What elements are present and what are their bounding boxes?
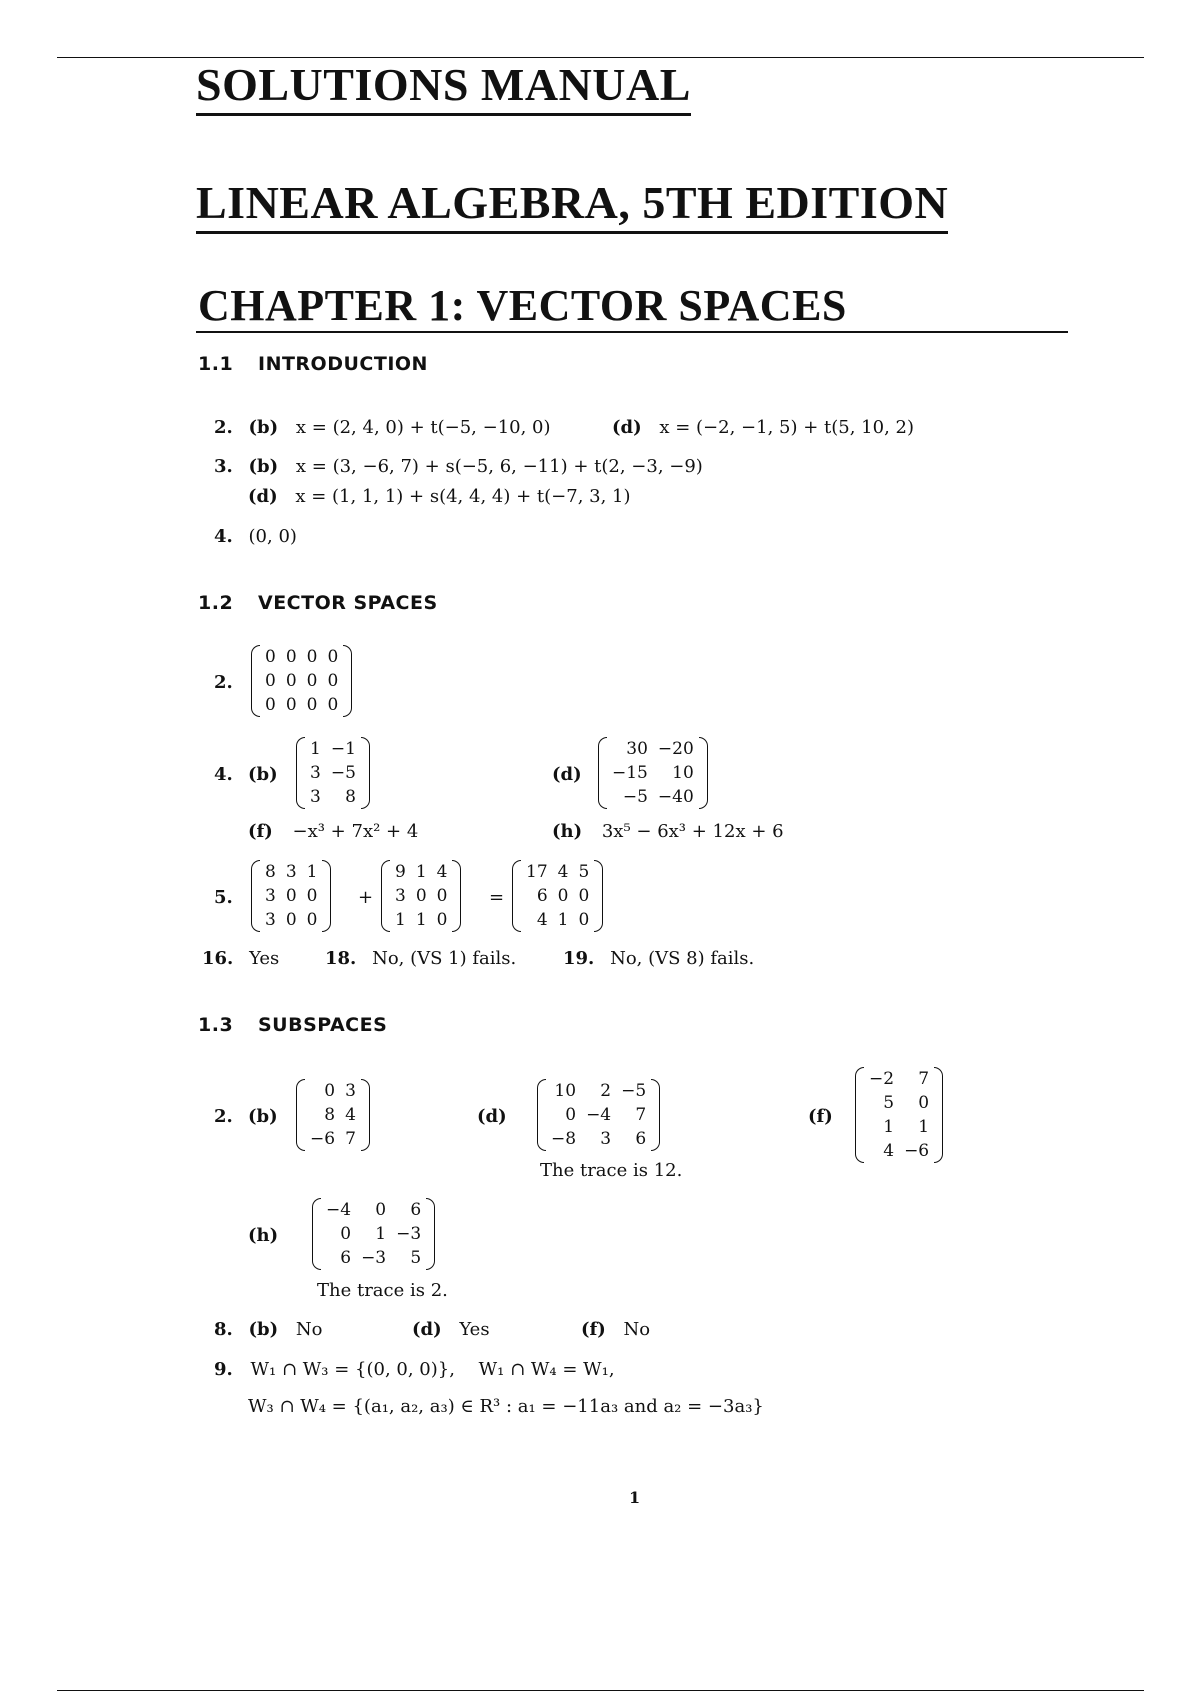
matrix-entry: 4 [436,862,448,882]
matrix-entry: 0 [327,671,339,691]
matrix-row [321,1246,426,1270]
answer-text: W₁ ∩ W₃ = {(0, 0, 0)}, [250,1359,455,1380]
problem-1-1-4 [214,528,297,546]
matrix-entry: 8 [265,862,276,882]
part-label: (d) [248,486,278,507]
matrix-entries [305,1079,361,1151]
matrix-entry: 3 [395,886,406,906]
matrix-entry: 0 [265,695,276,715]
matrix-entry: 1 [415,862,427,882]
answer-text: Yes [249,948,280,969]
trace-caption: The trace is 2. [317,1280,448,1301]
part-label: (h) [552,821,583,842]
left-paren [296,737,305,809]
matrix-entry: 0 [285,647,297,667]
matrix-row [521,884,594,908]
matrix-row [260,860,322,884]
part-label: (b) [248,456,279,477]
problem-1-3-8f [581,1321,650,1339]
answer-text: −x³ + 7x² + 4 [292,821,419,842]
matrix-entry: 0 [375,1200,387,1220]
part-label: (d) [612,417,642,438]
matrix-entries [260,645,343,717]
matrix-1-3-2h [312,1198,435,1270]
matrix-row [260,693,343,717]
left-paren [251,645,260,717]
matrix-entry: 10 [672,763,694,783]
matrix-entry: 0 [340,1224,352,1244]
part-label: (f) [248,821,273,842]
matrix-entry: 0 [306,647,318,667]
matrix-entry: 3 [310,787,321,807]
plus-sign: + [358,887,374,908]
matrix-entry: 8 [324,1105,336,1125]
matrix-entry: 0 [285,695,297,715]
matrix-row [260,645,343,669]
matrix-entry: 10 [554,1081,577,1101]
matrix-entry: −20 [657,739,694,759]
matrix-entry: 0 [306,695,318,715]
matrix-row [607,761,699,785]
problem-1-3-8d [412,1321,490,1339]
matrix-row [305,1127,361,1151]
matrix-entry: 2 [600,1081,612,1101]
right-paren [594,860,603,932]
problem-1-1-3 [214,458,703,476]
matrix-entries [321,1198,426,1270]
left-paren [855,1067,864,1163]
answer-text: x = (2, 4, 0) + t(−5, −10, 0) [295,417,551,438]
matrix-entry: 5 [883,1093,895,1113]
matrix-row [321,1222,426,1246]
matrix-entry: 30 [626,739,648,759]
part-label: (f) [808,1106,833,1127]
matrix-row [305,785,361,809]
matrix-entry: 1 [310,739,321,759]
part-label: (b) [248,417,279,438]
bottom-rule [57,1690,1144,1691]
matrix-entry: 7 [918,1069,930,1089]
problem-1-2-18 [325,950,516,968]
matrix-row [390,908,452,932]
book-title: LINEAR ALGEBRA, 5TH EDITION [196,180,948,234]
matrix-row [546,1127,651,1151]
left-paren [251,860,260,932]
right-paren [934,1067,943,1163]
matrix-entry: 0 [285,886,297,906]
matrix-entry: 0 [306,910,318,930]
section-1-3-heading [198,1014,387,1036]
matrix-entry: 6 [635,1129,647,1149]
left-paren [381,860,390,932]
matrix-entry: 5 [578,862,590,882]
part-label: (b) [248,1319,279,1340]
matrix-entry: −3 [361,1248,387,1268]
trace-caption: The trace is 12. [540,1160,683,1181]
matrix-entry: 4 [557,862,569,882]
problem-number: 2. [214,417,233,438]
matrix-row [305,1079,361,1103]
matrix-entry: −4 [326,1200,352,1220]
matrix-entry: 1 [375,1224,387,1244]
matrix-entry: 5 [410,1248,422,1268]
matrix-entry: −6 [904,1141,930,1161]
matrix-entries [864,1067,934,1163]
problem-number: 3. [214,456,233,477]
section-title: INTRODUCTION [258,353,428,375]
problem-1-3-9-line-2: W₃ ∩ W₄ = {(a₁, a₂, a₃) ∈ R³ : a₁ = −11a₃ and a₂ = −3a₃} [248,1396,764,1417]
matrix-entry: 3 [345,1081,356,1101]
right-paren [361,737,370,809]
matrix-1-2-5b [381,860,461,932]
matrix-entry: 3 [285,862,297,882]
problem-1-3-8 [214,1321,322,1339]
matrix-entry: −8 [551,1129,577,1149]
matrix-1-3-2f [855,1067,943,1163]
answer-text: x = (3, −6, 7) + s(−5, 6, −11) + t(2, −3, −9) [295,456,703,477]
matrix-entry: 1 [557,910,569,930]
matrix-1-2-5a [251,860,331,932]
matrix-entry: −15 [612,763,648,783]
problem-1-2-4f [248,823,418,841]
answer-text: W₁ ∩ W₄ = W₁, [478,1359,615,1380]
left-paren [512,860,521,932]
problem-1-1-2 [214,419,551,437]
matrix-entries [521,860,594,932]
answer-text: No [295,1319,323,1340]
matrix-entry: −3 [396,1224,422,1244]
matrix-row [260,908,322,932]
left-paren [537,1079,546,1151]
matrix-entries [546,1079,651,1151]
matrix-entries [390,860,452,932]
matrix-entry: 0 [265,671,276,691]
matrix-1-2-4b [296,737,370,809]
left-paren [598,737,607,809]
matrix-row [521,860,594,884]
matrix-entry: 0 [415,886,427,906]
matrix-row [546,1103,651,1127]
right-paren [343,645,352,717]
matrix-row [305,737,361,761]
matrix-entries [607,737,699,809]
matrix-row [864,1139,934,1163]
matrix-entry: 17 [526,862,548,882]
problem-1-2-16 [202,950,279,968]
right-paren [426,1198,435,1270]
section-1-1-heading [198,353,428,375]
matrix-entry: 0 [285,671,297,691]
matrix-entry: 0 [306,886,318,906]
problem-number: 18. [325,948,357,969]
matrix-entry: −5 [622,787,648,807]
matrix-1-2-2 [251,645,352,717]
matrix-entries [305,737,361,809]
problem-1-3-9 [214,1361,615,1379]
matrix-row [390,884,452,908]
matrix-entry: 3 [600,1129,612,1149]
matrix-entry: 0 [324,1081,336,1101]
left-paren [296,1079,305,1151]
matrix-entry: 6 [536,886,548,906]
matrix-row [864,1091,934,1115]
matrix-entry: 0 [265,647,276,667]
matrix-1-3-2d [537,1079,660,1151]
matrix-row [321,1198,426,1222]
part-label: (d) [552,764,582,785]
problem-number: 2. [214,1106,233,1127]
matrix-entry: 0 [436,886,448,906]
matrix-entry: 0 [918,1093,930,1113]
matrix-entry: 4 [536,910,548,930]
matrix-entry: −2 [869,1069,895,1089]
matrix-entry: 0 [306,671,318,691]
chapter-rule [196,331,1068,333]
section-title: SUBSPACES [258,1014,388,1036]
section-title: VECTOR SPACES [258,592,438,614]
matrix-entry: 1 [883,1117,895,1137]
matrix-entry: −40 [657,787,694,807]
matrix-row [390,860,452,884]
matrix-entry: −5 [330,763,356,783]
right-paren [322,860,331,932]
matrix-entry: 4 [345,1105,356,1125]
problem-number: 4. [214,526,233,547]
matrix-entry: 0 [578,886,590,906]
matrix-entry: 6 [410,1200,422,1220]
answer-text: (0, 0) [248,526,297,547]
answer-text: x = (1, 1, 1) + s(4, 4, 4) + t(−7, 3, 1) [295,486,631,507]
problem-1-1-2d [612,419,914,437]
matrix-1-3-2b [296,1079,370,1151]
matrix-entry: 0 [578,910,590,930]
part-label: (d) [412,1319,442,1340]
right-paren [699,737,708,809]
answer-text: No, (VS 8) fails. [610,948,755,969]
section-1-2-heading [198,592,438,614]
matrix-entry: 1 [918,1117,930,1137]
part-label: (f) [581,1319,606,1340]
matrix-entries [260,860,322,932]
matrix-row [864,1115,934,1139]
problem-number: 9. [214,1359,233,1380]
matrix-row [546,1079,651,1103]
matrix-entry: 9 [395,862,406,882]
matrix-entry: 0 [557,886,569,906]
equals-sign: = [489,887,505,908]
right-paren [651,1079,660,1151]
matrix-row [607,737,699,761]
left-paren [312,1198,321,1270]
section-number: 1.2 [198,592,234,614]
answer-text: Yes [459,1319,490,1340]
matrix-entry: −6 [310,1129,336,1149]
part-label: (d) [477,1106,507,1127]
problem-number: 2. [214,672,233,693]
section-number: 1.3 [198,1014,234,1036]
matrix-entry: −1 [330,739,356,759]
top-rule [57,57,1144,58]
matrix-entry: 3 [265,910,276,930]
matrix-entry: 7 [345,1129,356,1149]
matrix-row [305,1103,361,1127]
right-paren [361,1079,370,1151]
problem-1-2-4h [552,823,784,841]
problem-number: 19. [563,948,595,969]
matrix-row [607,785,699,809]
matrix-entry: −4 [586,1105,612,1125]
answer-text: x = (−2, −1, 5) + t(5, 10, 2) [659,417,914,438]
matrix-entry: −5 [621,1081,647,1101]
chapter-title: CHAPTER 1: VECTOR SPACES [198,281,847,330]
matrix-entry: 8 [345,787,356,807]
matrix-row [521,908,594,932]
answer-text: No, (VS 1) fails. [372,948,517,969]
matrix-row [260,884,322,908]
matrix-1-2-5c [512,860,603,932]
matrix-entry: 0 [436,910,448,930]
answer-text: No [623,1319,651,1340]
matrix-entry: 1 [415,910,427,930]
manual-title: SOLUTIONS MANUAL [196,62,691,116]
matrix-entry: 0 [565,1105,577,1125]
problem-number: 8. [214,1319,233,1340]
matrix-entry: 0 [327,695,339,715]
problem-number: 16. [202,948,234,969]
matrix-entry: 6 [340,1248,352,1268]
matrix-entry: 3 [265,886,276,906]
matrix-entry: 7 [635,1105,647,1125]
matrix-row [864,1067,934,1091]
section-number: 1.1 [198,353,234,375]
matrix-row [305,761,361,785]
problem-number: 5. [214,887,233,908]
part-label: (h) [248,1225,279,1246]
matrix-entry: 1 [395,910,406,930]
matrix-entry: 0 [285,910,297,930]
answer-text: 3x⁵ − 6x³ + 12x + 6 [601,821,784,842]
matrix-entry: 1 [306,862,318,882]
right-paren [452,860,461,932]
problem-1-1-3d [248,488,631,506]
matrix-entry: 0 [327,647,339,667]
part-label: (b) [248,1106,278,1127]
matrix-entry: 3 [310,763,321,783]
matrix-row [260,669,343,693]
problem-1-2-19 [563,950,754,968]
problem-number: 4. [214,764,233,785]
matrix-entry: 4 [883,1141,895,1161]
page-number: 1 [629,1488,641,1507]
part-label: (b) [248,764,278,785]
matrix-1-2-4d [598,737,708,809]
